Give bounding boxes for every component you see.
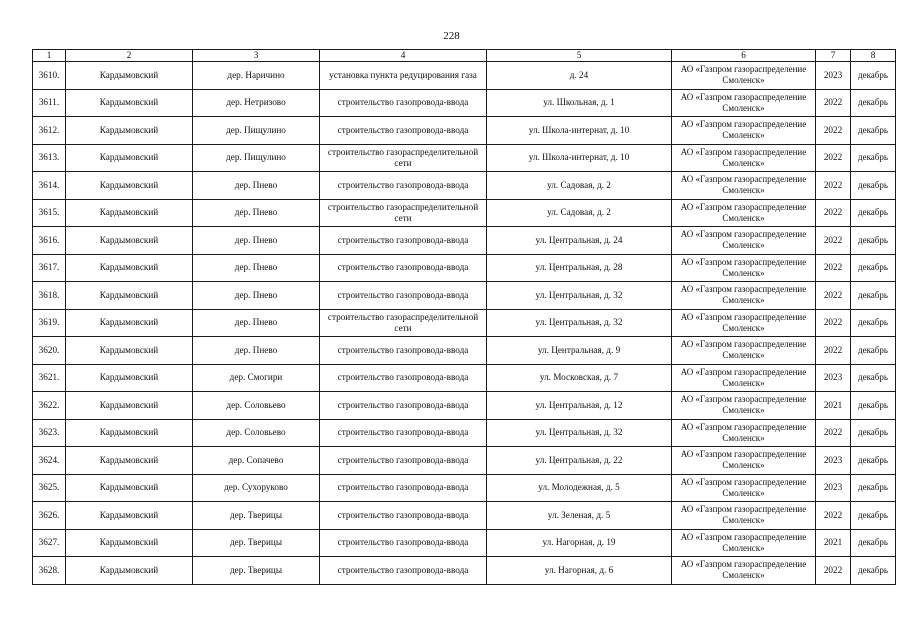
table-row (33, 447, 896, 475)
organization-cell: АО «Газпром газораспределение Смоленск» (672, 364, 816, 392)
month-cell: декабрь (851, 364, 896, 392)
district-cell: Кардымовский (66, 89, 193, 117)
row-number-cell: 3617. (33, 254, 66, 282)
month-cell: декабрь (851, 502, 896, 530)
district-cell: Кардымовский (66, 62, 193, 90)
work-type-cell: строительство газопровода-ввода (320, 172, 487, 200)
column-header: 6 (672, 50, 816, 62)
work-type-cell: строительство газопровода-ввода (320, 254, 487, 282)
settlement-cell: дер. Смогири (193, 364, 320, 392)
address-cell: ул. Садовая, д. 2 (487, 199, 672, 227)
table-row (33, 392, 896, 420)
settlement-cell: дер. Пнево (193, 172, 320, 200)
year-cell: 2022 (816, 117, 851, 145)
row-number-cell: 3612. (33, 117, 66, 145)
year-cell: 2022 (816, 254, 851, 282)
row-number-cell: 3615. (33, 199, 66, 227)
table-row (33, 62, 896, 90)
district-cell: Кардымовский (66, 502, 193, 530)
settlement-cell: дер. Пнево (193, 309, 320, 337)
table-row (33, 419, 896, 447)
organization-cell: АО «Газпром газораспределение Смоленск» (672, 254, 816, 282)
column-header: 5 (487, 50, 672, 62)
district-cell: Кардымовский (66, 474, 193, 502)
month-cell: декабрь (851, 529, 896, 557)
district-cell: Кардымовский (66, 199, 193, 227)
column-header: 8 (851, 50, 896, 62)
settlement-cell: дер. Пнево (193, 337, 320, 365)
row-number-cell: 3616. (33, 227, 66, 255)
settlement-cell: дер. Соловьево (193, 419, 320, 447)
month-cell: декабрь (851, 337, 896, 365)
row-number-cell: 3623. (33, 419, 66, 447)
settlement-cell: дер. Тверицы (193, 557, 320, 585)
month-cell: декабрь (851, 474, 896, 502)
year-cell: 2022 (816, 502, 851, 530)
year-cell: 2022 (816, 419, 851, 447)
settlement-cell: дер. Пнево (193, 199, 320, 227)
settlement-cell: дер. Соловьево (193, 392, 320, 420)
settlement-cell: дер. Нетризово (193, 89, 320, 117)
year-cell: 2023 (816, 62, 851, 90)
year-cell: 2023 (816, 447, 851, 475)
work-type-cell: строительство газопровода-ввода (320, 282, 487, 310)
month-cell: декабрь (851, 227, 896, 255)
year-cell: 2023 (816, 474, 851, 502)
organization-cell: АО «Газпром газораспределение Смоленск» (672, 392, 816, 420)
page-number: 228 (443, 30, 460, 42)
organization-cell: АО «Газпром газораспределение Смоленск» (672, 62, 816, 90)
column-header: 4 (320, 50, 487, 62)
address-cell: ул. Центральная, д. 24 (487, 227, 672, 255)
address-cell: ул. Школа-интернат, д. 10 (487, 117, 672, 145)
work-type-cell: строительство газораспределительной сети (320, 144, 487, 172)
table-row (33, 199, 896, 227)
organization-cell: АО «Газпром газораспределение Смоленск» (672, 474, 816, 502)
district-cell: Кардымовский (66, 447, 193, 475)
row-number-cell: 3621. (33, 364, 66, 392)
address-cell: д. 24 (487, 62, 672, 90)
work-type-cell: установка пункта редуцирования газа (320, 62, 487, 90)
table-row (33, 117, 896, 145)
month-cell: декабрь (851, 117, 896, 145)
row-number-cell: 3614. (33, 172, 66, 200)
work-type-cell: строительство газопровода-ввода (320, 364, 487, 392)
organization-cell: АО «Газпром газораспределение Смоленск» (672, 172, 816, 200)
year-cell: 2022 (816, 309, 851, 337)
month-cell: декабрь (851, 254, 896, 282)
organization-cell: АО «Газпром газораспределение Смоленск» (672, 89, 816, 117)
work-type-cell: строительство газопровода-ввода (320, 117, 487, 145)
address-cell: ул. Нагорная, д. 19 (487, 529, 672, 557)
district-cell: Кардымовский (66, 172, 193, 200)
table-row (33, 89, 896, 117)
settlement-cell: дер. Пищулино (193, 117, 320, 145)
work-type-cell: строительство газопровода-ввода (320, 227, 487, 255)
settlement-cell: дер. Сопачево (193, 447, 320, 475)
district-cell: Кардымовский (66, 364, 193, 392)
table-row (33, 172, 896, 200)
organization-cell: АО «Газпром газораспределение Смоленск» (672, 144, 816, 172)
work-type-cell: строительство газопровода-ввода (320, 557, 487, 585)
table-row (33, 474, 896, 502)
table-row (33, 502, 896, 530)
month-cell: декабрь (851, 172, 896, 200)
district-cell: Кардымовский (66, 309, 193, 337)
address-cell: ул. Центральная, д. 9 (487, 337, 672, 365)
settlement-cell: дер. Сухоруково (193, 474, 320, 502)
address-cell: ул. Нагорная, д. 6 (487, 557, 672, 585)
table-row (33, 282, 896, 310)
address-cell: ул. Центральная, д. 32 (487, 309, 672, 337)
district-cell: Кардымовский (66, 529, 193, 557)
organization-cell: АО «Газпром газораспределение Смоленск» (672, 447, 816, 475)
table-row (33, 254, 896, 282)
organization-cell: АО «Газпром газораспределение Смоленск» (672, 502, 816, 530)
month-cell: декабрь (851, 392, 896, 420)
year-cell: 2022 (816, 144, 851, 172)
row-number-cell: 3611. (33, 89, 66, 117)
year-cell: 2022 (816, 557, 851, 585)
settlement-cell: дер. Пищулино (193, 144, 320, 172)
month-cell: декабрь (851, 144, 896, 172)
organization-cell: АО «Газпром газораспределение Смоленск» (672, 227, 816, 255)
row-number-cell: 3628. (33, 557, 66, 585)
address-cell: ул. Центральная, д. 32 (487, 419, 672, 447)
work-type-cell: строительство газопровода-ввода (320, 474, 487, 502)
table-body (33, 62, 896, 585)
year-cell: 2022 (816, 89, 851, 117)
organization-cell: АО «Газпром газораспределение Смоленск» (672, 337, 816, 365)
settlement-cell: дер. Наричино (193, 62, 320, 90)
row-number-cell: 3622. (33, 392, 66, 420)
month-cell: декабрь (851, 309, 896, 337)
table-row (33, 557, 896, 585)
district-cell: Кардымовский (66, 227, 193, 255)
year-cell: 2023 (816, 364, 851, 392)
address-cell: ул. Молодежная, д. 5 (487, 474, 672, 502)
column-header: 3 (193, 50, 320, 62)
month-cell: декабрь (851, 447, 896, 475)
address-cell: ул. Центральная, д. 28 (487, 254, 672, 282)
district-cell: Кардымовский (66, 419, 193, 447)
year-cell: 2022 (816, 282, 851, 310)
table-row (33, 364, 896, 392)
work-type-cell: строительство газораспределительной сети (320, 309, 487, 337)
year-cell: 2022 (816, 199, 851, 227)
district-cell: Кардымовский (66, 254, 193, 282)
year-cell: 2022 (816, 337, 851, 365)
organization-cell: АО «Газпром газораспределение Смоленск» (672, 309, 816, 337)
organization-cell: АО «Газпром газораспределение Смоленск» (672, 117, 816, 145)
settlement-cell: дер. Тверицы (193, 529, 320, 557)
organization-cell: АО «Газпром газораспределение Смоленск» (672, 557, 816, 585)
row-number-cell: 3613. (33, 144, 66, 172)
month-cell: декабрь (851, 89, 896, 117)
work-type-cell: строительство газопровода-ввода (320, 529, 487, 557)
settlement-cell: дер. Пнево (193, 254, 320, 282)
month-cell: декабрь (851, 62, 896, 90)
column-header: 2 (66, 50, 193, 62)
settlement-cell: дер. Пнево (193, 282, 320, 310)
address-cell: ул. Зеленая, д. 5 (487, 502, 672, 530)
table-row (33, 529, 896, 557)
work-type-cell: строительство газопровода-ввода (320, 337, 487, 365)
registry-table (32, 49, 896, 585)
district-cell: Кардымовский (66, 282, 193, 310)
row-number-cell: 3619. (33, 309, 66, 337)
year-cell: 2022 (816, 172, 851, 200)
year-cell: 2021 (816, 529, 851, 557)
organization-cell: АО «Газпром газораспределение Смоленск» (672, 282, 816, 310)
settlement-cell: дер. Тверицы (193, 502, 320, 530)
district-cell: Кардымовский (66, 144, 193, 172)
settlement-cell: дер. Пнево (193, 227, 320, 255)
column-header: 1 (33, 50, 66, 62)
work-type-cell: строительство газопровода-ввода (320, 502, 487, 530)
year-cell: 2021 (816, 392, 851, 420)
row-number-cell: 3610. (33, 62, 66, 90)
table-row (33, 309, 896, 337)
work-type-cell: строительство газопровода-ввода (320, 447, 487, 475)
district-cell: Кардымовский (66, 392, 193, 420)
row-number-cell: 3626. (33, 502, 66, 530)
address-cell: ул. Центральная, д. 22 (487, 447, 672, 475)
organization-cell: АО «Газпром газораспределение Смоленск» (672, 529, 816, 557)
work-type-cell: строительство газораспределительной сети (320, 199, 487, 227)
work-type-cell: строительство газопровода-ввода (320, 89, 487, 117)
row-number-cell: 3627. (33, 529, 66, 557)
work-type-cell: строительство газопровода-ввода (320, 419, 487, 447)
address-cell: ул. Центральная, д. 32 (487, 282, 672, 310)
district-cell: Кардымовский (66, 117, 193, 145)
organization-cell: АО «Газпром газораспределение Смоленск» (672, 419, 816, 447)
month-cell: декабрь (851, 199, 896, 227)
address-cell: ул. Садовая, д. 2 (487, 172, 672, 200)
column-number-row (33, 50, 896, 62)
district-cell: Кардымовский (66, 557, 193, 585)
month-cell: декабрь (851, 282, 896, 310)
row-number-cell: 3624. (33, 447, 66, 475)
row-number-cell: 3625. (33, 474, 66, 502)
table-row (33, 337, 896, 365)
address-cell: ул. Московская, д. 7 (487, 364, 672, 392)
work-type-cell: строительство газопровода-ввода (320, 392, 487, 420)
column-header: 7 (816, 50, 851, 62)
row-number-cell: 3620. (33, 337, 66, 365)
address-cell: ул. Центральная, д. 12 (487, 392, 672, 420)
row-number-cell: 3618. (33, 282, 66, 310)
address-cell: ул. Школьная, д. 1 (487, 89, 672, 117)
organization-cell: АО «Газпром газораспределение Смоленск» (672, 199, 816, 227)
month-cell: декабрь (851, 557, 896, 585)
table-row (33, 227, 896, 255)
district-cell: Кардымовский (66, 337, 193, 365)
month-cell: декабрь (851, 419, 896, 447)
table-row (33, 144, 896, 172)
year-cell: 2022 (816, 227, 851, 255)
address-cell: ул. Школа-интернат, д. 10 (487, 144, 672, 172)
